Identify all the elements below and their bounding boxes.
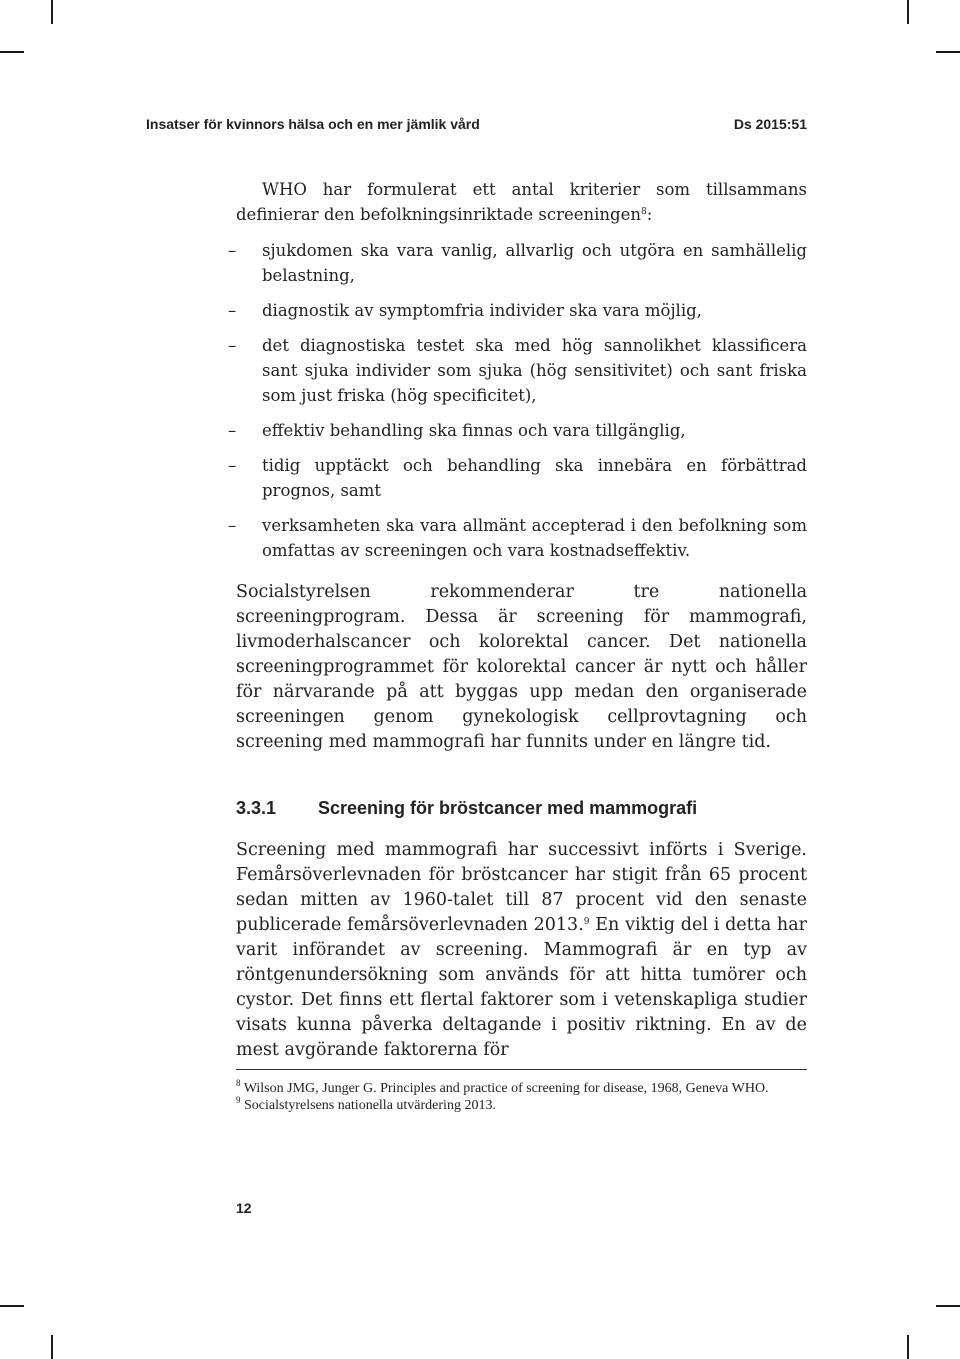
- list-item: [228, 238, 807, 288]
- footnote: [236, 1080, 807, 1097]
- list-item: [228, 453, 807, 503]
- crop-mark: [0, 51, 24, 53]
- criteria-list: [228, 238, 807, 573]
- list-item: [228, 333, 807, 408]
- list-item-text: diagnostik av symptomfria individer ska vara möjlig,: [262, 301, 702, 320]
- intro-text: WHO har formulerat ett antal kriterier som tillsammans definierar den befolkningsinriktade screeningen: [236, 180, 807, 224]
- list-item-text: verksamheten ska vara allmänt accepterad i den befolkning som omfattas av screeningen och vara kostnadseffektiv.: [262, 516, 807, 560]
- dash-bullet: –: [228, 516, 237, 535]
- section-title: Screening för bröstcancer med mammografi: [318, 798, 698, 818]
- crop-mark: [936, 51, 960, 53]
- section-number: 3.3.1: [236, 798, 277, 818]
- crop-mark: [0, 1305, 24, 1307]
- footnote-ref: 9: [583, 917, 590, 927]
- intro-tail: :: [646, 205, 653, 224]
- crop-mark: [51, 1335, 53, 1359]
- intro-paragraph: [236, 177, 807, 227]
- crop-mark: [907, 0, 909, 24]
- dash-bullet: –: [228, 421, 237, 440]
- page-number: 12: [236, 1200, 252, 1216]
- paragraph-text: Screening med mammografi har successivt införts i Sverige. Femårsöverlevnaden för bröstcancer har stigit från 65 procent sedan mitten av 1960-talet till 87 procent vid den senaste publicerade femårsöverlevnaden 2013.: [236, 840, 807, 935]
- list-item: [228, 298, 807, 323]
- footnote-ref: 8: [640, 207, 647, 217]
- list-item: [228, 513, 807, 563]
- dash-bullet: –: [228, 241, 237, 260]
- footnote-text: Wilson JMG, Junger G. Principles and practice of screening for disease, 1968, Geneva WHO.: [240, 1081, 769, 1096]
- header-title: Insatser för kvinnors hälsa och en mer jämlik vård: [146, 116, 480, 132]
- footnote-number: 9: [236, 1095, 241, 1105]
- list-item: [228, 418, 807, 443]
- list-item-text: effektiv behandling ska finnas och vara tillgänglig,: [262, 421, 686, 440]
- dash-bullet: –: [228, 336, 237, 355]
- mammography-paragraph: [236, 838, 807, 1063]
- screening-programs-paragraph: Socialstyrelsen rekommenderar tre nationella screeningprogram. Dessa är screening för mammografi, livmoderhalscancer och kolorektal cancer. Det nationella screeningprogrammet för kolorektal cancer är nytt och håller för närvarande på att byggas upp medan den organiserade screeningen genom gynekologisk cellprovtagning och screening med mammografi har funnits under en längre tid.: [236, 582, 807, 752]
- list-item-text: tidig upptäckt och behandling ska innebära en förbättrad prognos, samt: [262, 456, 807, 500]
- dash-bullet: –: [228, 456, 237, 475]
- list-item-text: sjukdomen ska vara vanlig, allvarlig och utgöra en samhällelig belastning,: [262, 241, 807, 285]
- dash-bullet: –: [228, 301, 237, 320]
- crop-mark: [907, 1335, 909, 1359]
- footnote-text: Socialstyrelsens nationella utvärdering 2013.: [240, 1098, 496, 1113]
- section-heading: [236, 798, 697, 819]
- header-report-id: Ds 2015:51: [733, 116, 807, 132]
- footnote-divider: [236, 1069, 807, 1070]
- footnote: [236, 1097, 807, 1114]
- crop-mark: [51, 0, 53, 24]
- footnote-number: 8: [236, 1078, 241, 1088]
- crop-mark: [936, 1305, 960, 1307]
- paragraph-text: En viktig del i detta har varit införandet av screening. Mammografi är en typ av röntgenundersökning som används för att hitta tumörer och cystor. Det finns ett flertal faktorer som i vetenskapliga studier visats kunna påverka deltagande i positiv riktning. En av de mest avgörande faktorerna för: [236, 915, 807, 1060]
- footnotes: [236, 1080, 807, 1114]
- list-item-text: det diagnostiska testet ska med hög sannolikhet klassificera sant sjuka individer som sjuka (hög sensitivitet) och sant friska som just friska (hög specificitet),: [262, 336, 807, 405]
